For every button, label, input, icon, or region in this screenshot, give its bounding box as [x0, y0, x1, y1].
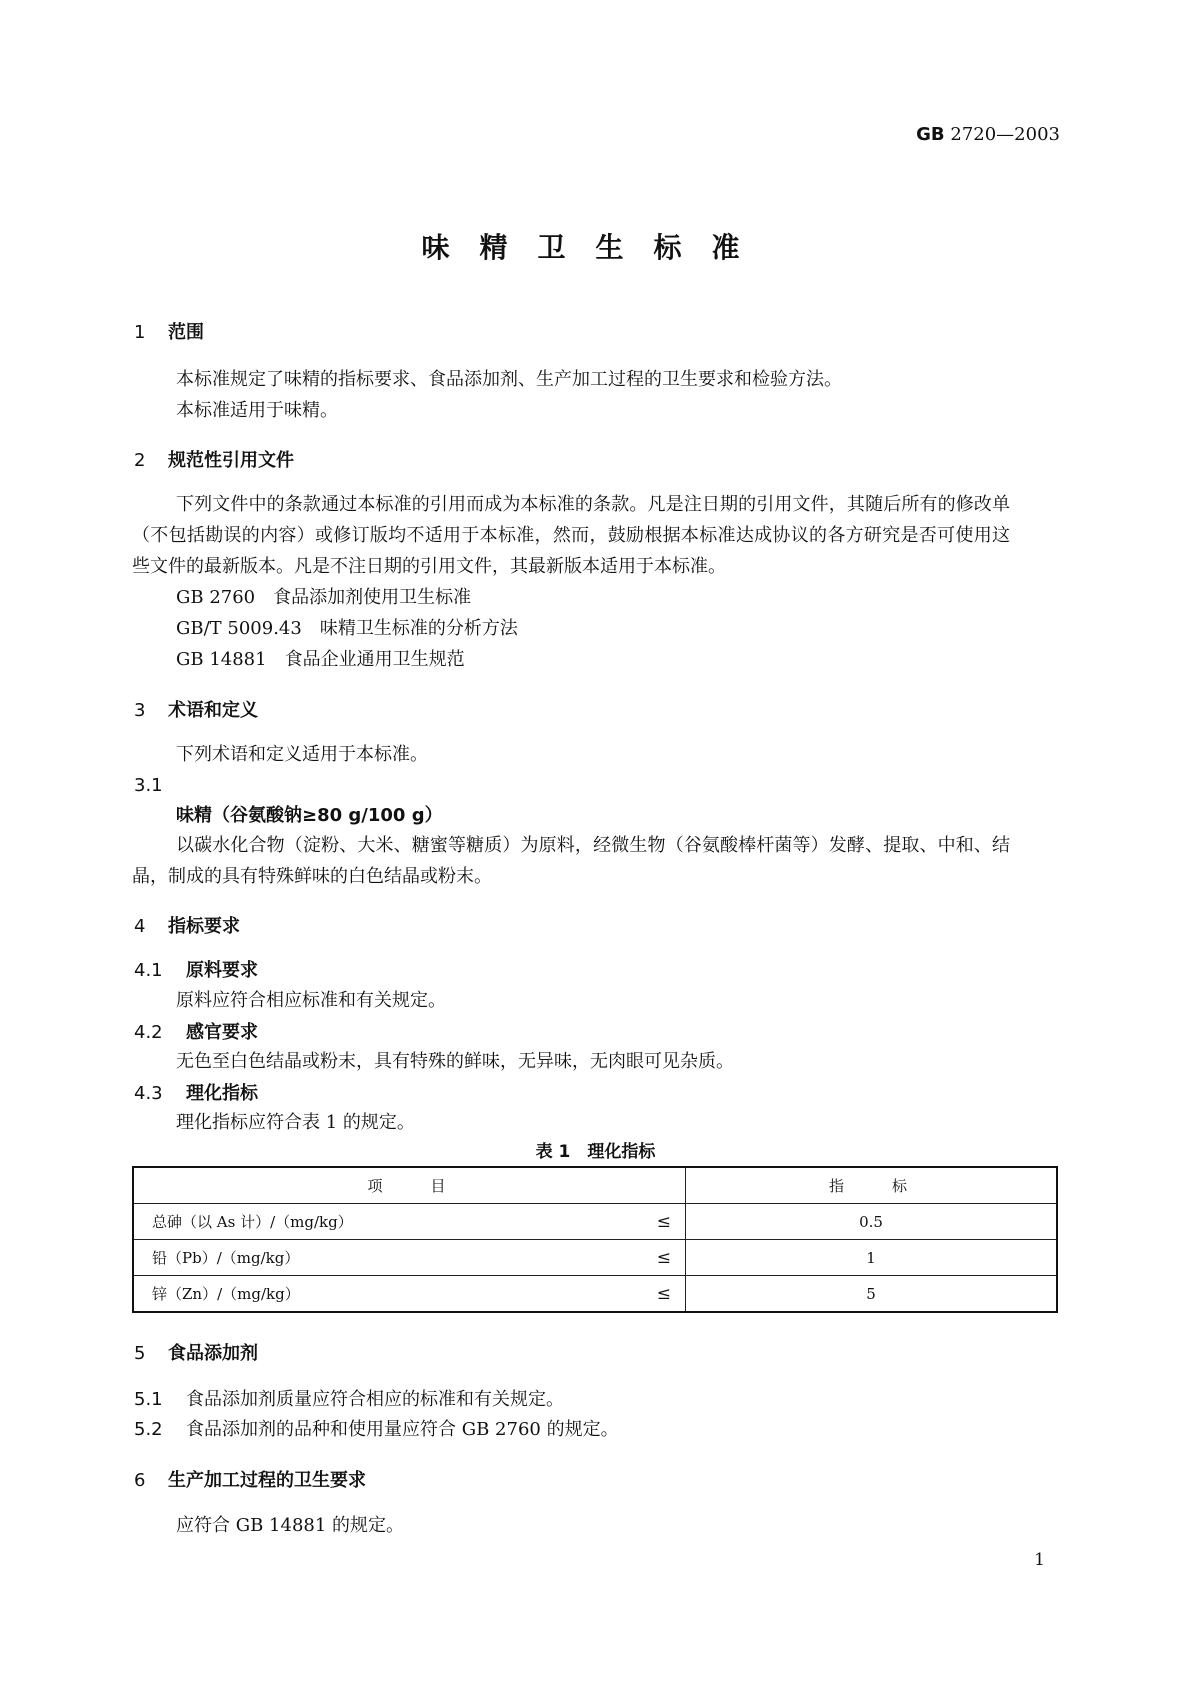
- table-header-value: 指 标: [686, 1167, 1058, 1204]
- table-cell-item: 锌（Zn）/（mg/kg） ≤: [133, 1276, 686, 1313]
- section-5-heading: 5 食品添加剂: [134, 1343, 258, 1364]
- table-row: [133, 1204, 1057, 1240]
- section-3-heading: 3 术语和定义: [134, 700, 258, 721]
- table-header-row: [133, 1167, 1057, 1204]
- leq-operator: ≤: [656, 1248, 671, 1268]
- table-header-item: 项 目: [133, 1167, 686, 1204]
- section-1-para-2: 本标准适用于味精。: [176, 400, 338, 421]
- term-heading: 味精（谷氨酸钠≥80 g/100 g）: [176, 805, 443, 826]
- section-1-para-1: 本标准规定了味精的指标要求、食品添加剂、生产加工过程的卫生要求和检验方法。: [176, 369, 842, 390]
- table-cell-value: 5: [686, 1276, 1058, 1313]
- reference-item: GB/T 5009.43 味精卫生标准的分析方法: [176, 618, 518, 639]
- section-4-2-heading: 4.2 感官要求: [134, 1022, 258, 1043]
- reference-item: GB 2760 食品添加剂使用卫生标准: [176, 587, 472, 608]
- table-caption: 表 1 理化指标: [535, 1142, 656, 1162]
- table-row: [133, 1276, 1057, 1313]
- section-3-1-number: 3.1: [134, 775, 163, 796]
- term-definition: 以碳水化合物（淀粉、大米、糖蜜等糖质）为原料，经微生物（谷氨酸棒杆菌等）发酵、提取、中和、结晶，制成的具有特殊鲜味的白色结晶或粉末。: [132, 835, 1010, 887]
- section-4-2-text: 无色至白色结晶或粉末，具有特殊的鲜味，无异味，无肉眼可见杂质。: [176, 1051, 734, 1072]
- section-6-text: 应符合 GB 14881 的规定。: [176, 1515, 405, 1536]
- section-5-1-text: 5.1 食品添加剂质量应符合相应的标准和有关规定。: [134, 1389, 564, 1410]
- section-4-3-heading: 4.3 理化指标: [134, 1083, 258, 1104]
- section-4-3-text: 理化指标应符合表 1 的规定。: [176, 1112, 415, 1133]
- table-cell-value: 1: [686, 1240, 1058, 1276]
- table-cell-item: 铅（Pb）/（mg/kg） ≤: [133, 1240, 686, 1276]
- page-number: 1: [1034, 1550, 1045, 1570]
- section-3-para-1: 下列术语和定义适用于本标准。: [176, 744, 428, 765]
- standard-number: GB 2720—2003: [916, 124, 1060, 145]
- section-1-heading: 1 范围: [134, 322, 204, 343]
- table-physicochemical: [132, 1166, 1058, 1313]
- table-cell-value: 0.5: [686, 1204, 1058, 1240]
- leq-operator: ≤: [656, 1212, 671, 1232]
- section-4-1-text: 原料应符合相应标准和有关规定。: [176, 990, 446, 1011]
- reference-item: GB 14881 食品企业通用卫生规范: [176, 649, 465, 670]
- section-4-heading: 4 指标要求: [134, 916, 240, 937]
- section-5-2-text: 5.2 食品添加剂的品种和使用量应符合 GB 2760 的规定。: [134, 1419, 619, 1440]
- leq-operator: ≤: [656, 1284, 671, 1304]
- section-2-para-1: 下列文件中的条款通过本标准的引用而成为本标准的条款。凡是注日期的引用文件，其随后所有的修改单（不包括勘误的内容）或修订版均不适用于本标准，然而，鼓励根据本标准达成协议的各方研究是否可使用这些文件的最新版本。凡是不注日期的引用文件，其最新版本适用于本标准。: [132, 494, 1010, 577]
- table-cell-item: 总砷（以 As 计）/（mg/kg） ≤: [133, 1204, 686, 1240]
- table-row: [133, 1240, 1057, 1276]
- section-2-heading: 2 规范性引用文件: [134, 450, 294, 471]
- page-title: 味精卫生标准: [421, 231, 770, 264]
- section-6-heading: 6 生产加工过程的卫生要求: [134, 1470, 366, 1491]
- section-4-1-heading: 4.1 原料要求: [134, 960, 258, 981]
